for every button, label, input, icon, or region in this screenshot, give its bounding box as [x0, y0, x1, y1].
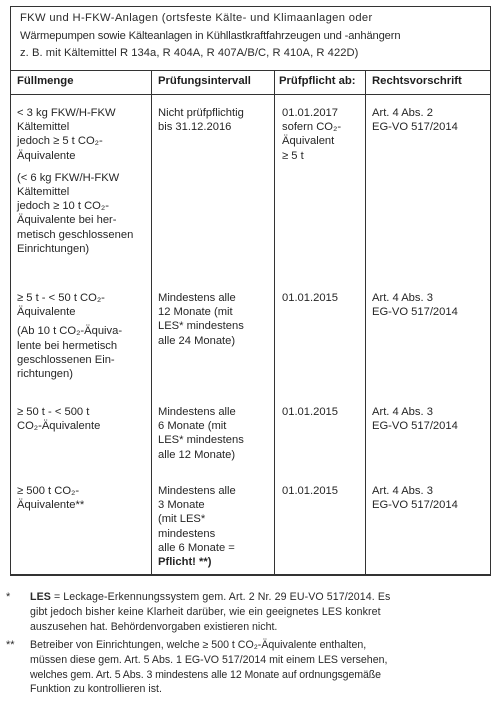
- header-line-1: FKW und H-FKW-Anlagen (ortsfeste Kälte- und Klimaanlagen oder: [20, 12, 373, 24]
- row3-interval-line: LES* mindestens: [158, 434, 244, 447]
- row3-interval-line: 6 Monate (mit: [158, 420, 227, 433]
- row2-interval-line: LES* mindestens: [158, 320, 244, 333]
- row4-interval-line: 3 Monate: [158, 499, 205, 512]
- row3-from-line: 01.01.2015: [282, 406, 338, 418]
- header-line-3: z. B. mit Kältemittel R 134a, R 404A, R 407A/B/C, R 410A, R 422D): [20, 47, 359, 59]
- table-row-4-interval: [158, 484, 270, 569]
- column-divider-2: [274, 70, 275, 575]
- footnote-operators-line-4: Funktion zu kontrollieren ist.: [30, 683, 162, 696]
- footnote-operators-line-1: Betreiber von Einrichtungen, welche ≥ 500 t CO₂-Äquivalente enthalten,: [30, 639, 367, 651]
- table-row-4-law: [372, 484, 487, 512]
- row1-fill-extra-line: metisch geschlossenen: [17, 228, 134, 241]
- footnote-les-line-1: [30, 590, 492, 605]
- row1-fill-line: Äquivalente: [17, 149, 76, 162]
- row4-fill-line: ≥ 500 t CO₂-: [17, 485, 80, 497]
- row2-fill-extra-line: richtungen): [17, 368, 73, 381]
- table-header: [10, 6, 491, 63]
- footnote-les-line-1-text: LES = Leckage-Erkennungssystem gem. Art. 2 Nr. 29 EU-VO 517/2014. Es: [30, 591, 391, 603]
- table-row-4-from: [282, 484, 362, 498]
- row1-law-line: EG-VO 517/2014: [372, 121, 458, 134]
- footnote-les-line-3: auszusehen hat. Behördenvorgaben existieren nicht.: [30, 620, 278, 633]
- column-divider-1: [151, 70, 152, 575]
- row1-fill-line: < 3 kg FKW/H-FKW: [17, 107, 116, 119]
- row3-interval-line: alle 12 Monate): [158, 448, 236, 461]
- column-header-interval: Prüfungsintervall: [158, 75, 251, 87]
- row2-law-line: EG-VO 517/2014: [372, 306, 458, 319]
- row2-interval-line: alle 24 Monate): [158, 334, 236, 347]
- row3-interval-line: Mindestens alle: [158, 406, 236, 418]
- row1-fill-line: Kältemittel: [17, 121, 70, 134]
- column-header-law: Rechtsvorschrift: [372, 75, 462, 87]
- footnote-operators-line-2: müssen diese gem. Art. 5 Abs. 1 EG-VO 517/2014 mit einem LES versehen,: [30, 653, 388, 666]
- row1-fill-extra-line: Kältemittel: [17, 186, 70, 199]
- row2-fill-extra-line: lente bei hermetisch: [17, 339, 118, 352]
- row4-interval-line: alle 6 Monate =: [158, 541, 235, 554]
- column-header-divider: [10, 94, 491, 95]
- row4-law-line: EG-VO 517/2014: [372, 499, 458, 512]
- row4-interval-line: (mit LES*: [158, 513, 206, 526]
- footnote-les-term: LES: [30, 591, 51, 603]
- row3-fill-line: CO₂-Äquivalente: [17, 420, 101, 433]
- row1-interval-line: bis 31.12.2016: [158, 121, 232, 134]
- footnote-les-text: [30, 590, 492, 634]
- row1-from-line: 01.01.2017: [282, 107, 338, 119]
- table-row-3-from: [282, 405, 362, 419]
- row2-law-line: Art. 4 Abs. 3: [372, 292, 433, 304]
- row1-interval-line: Nicht prüfpflichtig: [158, 107, 244, 119]
- row4-from-line: 01.01.2015: [282, 485, 338, 497]
- header-divider: [10, 70, 491, 71]
- footnote-les-line-2: gibt jedoch bisher keine Klarheit darüber, wie ein geeignetes LES konkret: [30, 605, 381, 618]
- row1-law-line: Art. 4 Abs. 2: [372, 107, 433, 119]
- table-bottom-rule: [10, 575, 491, 576]
- row2-fill-line: Äquivalente: [17, 306, 76, 319]
- row1-from-line: Äquivalent: [282, 135, 335, 148]
- table-row-3-law: [372, 405, 487, 433]
- table-row-3-interval: [158, 405, 270, 462]
- row1-fill-line: jedoch ≥ 5 t CO₂-: [17, 135, 103, 148]
- table-row-3-fill: [17, 405, 147, 433]
- column-header-fill: Füllmenge: [17, 75, 74, 87]
- row4-law-line: Art. 4 Abs. 3: [372, 485, 433, 497]
- row3-law-line: Art. 4 Abs. 3: [372, 406, 433, 418]
- footnote-les: [0, 590, 500, 634]
- table-row-2-from: [282, 291, 362, 305]
- footnote-operators-text: [30, 638, 492, 697]
- column-divider-3: [365, 70, 366, 575]
- table-row-2-fill: [17, 291, 147, 381]
- footnote-operators-line-3: welches gem. Art. 5 Abs. 3 mindestens alle 12 Monate auf ordnungsgemäße: [30, 668, 381, 681]
- row2-fill-extra-line: (Ab 10 t CO₂-Äquiva-: [17, 325, 123, 338]
- row2-fill-line: ≥ 5 t - < 50 t CO₂-: [17, 292, 105, 304]
- row4-interval-line: mindestens: [158, 527, 216, 540]
- footnote-mark: *: [6, 591, 11, 603]
- table-row-1-law: [372, 106, 487, 134]
- column-header-from: Prüfpflicht ab:: [279, 75, 356, 87]
- footnote-mark: **: [6, 639, 15, 651]
- row4-fill-line: Äquivalente**: [17, 499, 85, 512]
- row2-fill-extra-line: geschlossenen Ein-: [17, 353, 115, 366]
- table-row-1-interval: [158, 106, 270, 134]
- row3-fill-line: ≥ 50 t - < 500 t: [17, 406, 90, 418]
- table-row-1-fill: [17, 106, 147, 256]
- row2-from-line: 01.01.2015: [282, 292, 338, 304]
- row4-interval-line: Mindestens alle: [158, 485, 236, 497]
- row1-fill-extra-line: Einrichtungen): [17, 242, 90, 255]
- row1-fill-extra-line: Äquivalente bei her-: [17, 214, 117, 227]
- row1-from-line: ≥ 5 t: [282, 149, 304, 162]
- row4-interval-emphasis: Pflicht! **): [158, 556, 212, 569]
- table-row-2-law: [372, 291, 487, 319]
- table-row-1-from: [282, 106, 362, 163]
- footnote-operators: [0, 638, 500, 700]
- row1-fill-extra-line: jedoch ≥ 10 t CO₂-: [17, 200, 109, 213]
- table-row-2-interval: [158, 291, 270, 348]
- row1-from-line: sofern CO₂-: [282, 121, 342, 134]
- row3-law-line: EG-VO 517/2014: [372, 420, 458, 433]
- header-line-2: Wärmepumpen sowie Kälteanlagen in Kühllastkraftfahrzeugen und -anhängern: [20, 29, 401, 42]
- row2-interval-line: Mindestens alle: [158, 292, 236, 304]
- row2-interval-line: 12 Monate (mit: [158, 306, 233, 319]
- table-row-4-fill: [17, 484, 147, 512]
- row1-fill-extra-line: (< 6 kg FKW/H-FKW: [17, 171, 120, 184]
